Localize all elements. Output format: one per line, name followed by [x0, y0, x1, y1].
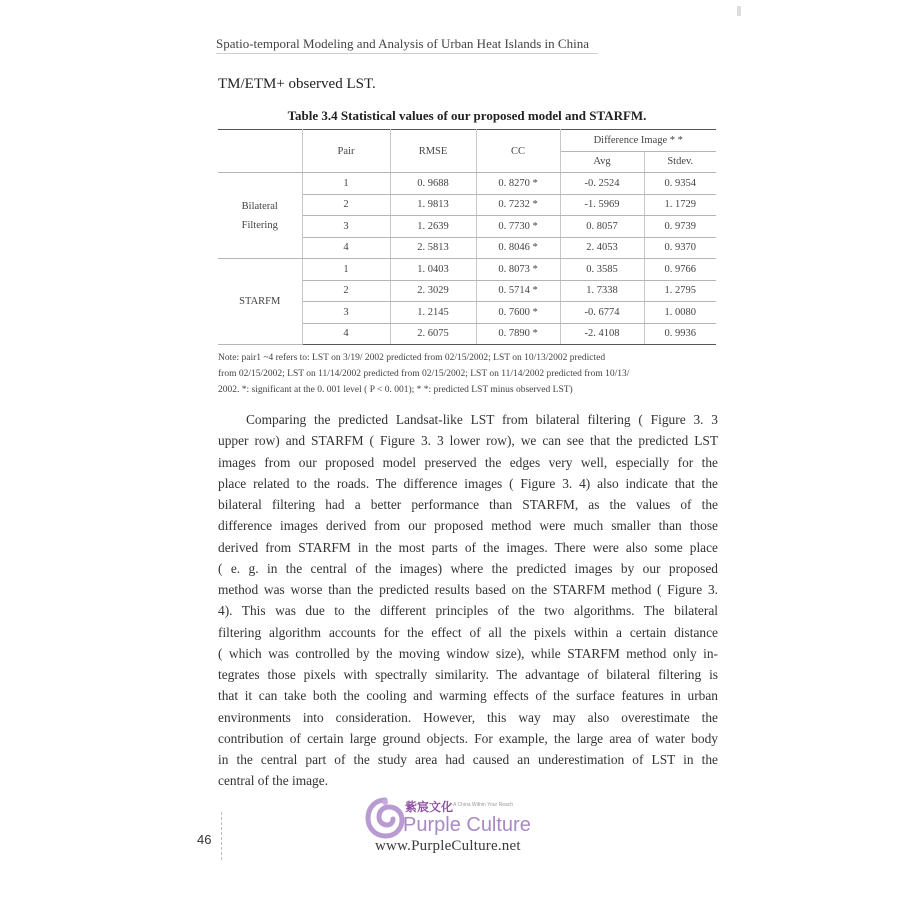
paragraph-line: derived from STARFM in the most parts of the images. There were also some place: [218, 539, 718, 555]
paragraph-line: Comparing the predicted Landsat-like LST from bilateral filtering ( Figure 3. 3: [246, 412, 718, 427]
paragraph-line: contribution of certain large ground objects. For example, the large area of water body: [218, 730, 718, 746]
table-caption: Table 3.4 Statistical values of our proposed model and STARFM.: [287, 108, 647, 123]
cell-pair: 1: [302, 259, 390, 281]
table-header-row: [218, 130, 716, 152]
table-row: [218, 173, 716, 195]
cell-pair: 4: [302, 323, 390, 345]
watermark-url: www.PurpleCulture.net: [375, 838, 521, 854]
paragraph-line: method was worse than the predicted results based on the STARFM method ( Figure 3.: [218, 582, 718, 597]
note-line: Note: pair1 ~4 refers to: LST on 3/19/ 2002 predicted from 02/15/2002; LST on 10/13/2002 predicted: [218, 353, 606, 363]
intro-text: TM/ETM+ observed LST.: [218, 76, 376, 92]
cell-stdev: 0. 9936: [644, 323, 716, 345]
group-label-starfm: [218, 259, 302, 345]
cell-pair: 4: [302, 237, 390, 259]
body-paragraph: [218, 409, 718, 792]
paragraph-line: tegrates those pixels with spectrally similarity. The advantage of bilateral filtering is: [218, 667, 718, 682]
paragraph-line: environments into consideration. However, this way may also overestimate the: [218, 709, 718, 725]
cell-avg: 1. 7338: [560, 280, 644, 302]
table-note: [218, 350, 718, 398]
group-label-line: Bilateral: [241, 200, 278, 212]
cell-cc: 0. 7232 *: [476, 194, 560, 216]
cell-cc: 0. 8073 *: [476, 259, 560, 281]
cell-rmse: 1. 9813: [390, 194, 476, 216]
cell-pair: 3: [302, 302, 390, 324]
purple-culture-logo-icon: [365, 796, 405, 840]
cell-pair: 3: [302, 216, 390, 238]
header-cc: CC: [476, 130, 560, 173]
cell-stdev: 0. 9354: [644, 173, 716, 195]
watermark-name: Purple Culture: [403, 814, 531, 836]
page-number: 46: [197, 832, 212, 847]
paragraph-line: that it can take both the cooling and warming effects of the surface features in urban: [218, 688, 718, 704]
paragraph-line: central of the image.: [218, 773, 329, 789]
paragraph-line: bilateral filtering had a better performance than STARFM, as the values of the: [218, 497, 718, 512]
cell-stdev: 1. 1729: [644, 194, 716, 216]
cell-rmse: 2. 6075: [390, 323, 476, 345]
cell-cc: 0. 7600 *: [476, 302, 560, 324]
paragraph-line: difference images derived from our proposed method were much smaller than those: [218, 518, 718, 534]
cell-avg: 2. 4053: [560, 237, 644, 259]
cell-stdev: 0. 9739: [644, 216, 716, 238]
cell-rmse: 1. 2145: [390, 302, 476, 324]
header-stdev: Stdev.: [644, 151, 716, 173]
cell-stdev: 0. 9370: [644, 237, 716, 259]
paragraph-line: ( which was controlled by the moving window size), while STARFM method only in-: [218, 645, 718, 661]
cell-cc: 0. 5714 *: [476, 280, 560, 302]
cell-rmse: 2. 5813: [390, 237, 476, 259]
note-line: from 02/15/2002; LST on 11/14/2002 predicted from 02/15/2002; LST on 11/14/2002 predicted from 10/13/: [218, 369, 630, 379]
paragraph-line: images from our proposed model preserved the edges very well, especially for the: [218, 454, 718, 470]
group-label-bilateral: [218, 173, 302, 259]
cell-rmse: 1. 2639: [390, 216, 476, 238]
header-rmse: RMSE: [390, 130, 476, 173]
paragraph-line: upper row) and STARFM ( Figure 3. 3 lower row), we can see that the predicted LST: [218, 433, 718, 449]
cell-pair: 2: [302, 194, 390, 216]
header-difference-image: Difference Image * *: [560, 130, 716, 152]
watermark-chinese: 紫宸文化: [405, 800, 454, 814]
cell-cc: 0. 7730 *: [476, 216, 560, 238]
header-rule: [216, 53, 598, 54]
cell-rmse: 0. 9688: [390, 173, 476, 195]
paragraph-line: 4). This was due to the different principles of the two algorithms. The bilateral: [218, 603, 718, 619]
note-line: 2002. *: significant at the 0. 001 level ( P < 0. 001); * *: predicted LST minus observed LST): [218, 385, 573, 395]
cell-avg: -2. 4108: [560, 323, 644, 345]
paragraph-line: in the central part of the study area had caused an underestimation of LST in the: [218, 752, 718, 767]
corner-header-cell: [218, 130, 302, 173]
header-pair: Pair: [302, 130, 390, 173]
cell-avg: -0. 6774: [560, 302, 644, 324]
header-avg: Avg: [560, 151, 644, 173]
cell-avg: -0. 2524: [560, 173, 644, 195]
paragraph-line: place related to the roads. The difference images ( Figure 3. 4) also indicate that the: [218, 475, 718, 491]
cell-pair: 1: [302, 173, 390, 195]
cell-cc: 0. 8270 *: [476, 173, 560, 195]
paragraph-line: ( e. g. in the central of the images) where the predicted images by our proposed: [218, 560, 718, 576]
table-row: [218, 259, 716, 281]
cell-cc: 0. 7890 *: [476, 323, 560, 345]
statistics-table: [218, 129, 716, 345]
watermark-tagline: A China Within Your Reach: [453, 802, 514, 808]
cell-rmse: 1. 0403: [390, 259, 476, 281]
cell-stdev: 1. 0080: [644, 302, 716, 324]
margin-rule: [221, 812, 222, 860]
paragraph-line: filtering algorithm accounts for the effect of all the pixels within a certain distance: [218, 624, 718, 640]
group-label-line: Filtering: [241, 219, 278, 231]
cell-avg: 0. 8057: [560, 216, 644, 238]
running-header: Spatio-temporal Modeling and Analysis of Urban Heat Islands in China: [216, 36, 589, 51]
corner-mark: [737, 6, 741, 16]
cell-pair: 2: [302, 280, 390, 302]
cell-avg: 0. 3585: [560, 259, 644, 281]
cell-stdev: 0. 9766: [644, 259, 716, 281]
cell-cc: 0. 8046 *: [476, 237, 560, 259]
cell-stdev: 1. 2795: [644, 280, 716, 302]
group-label-line: STARFM: [239, 296, 281, 307]
cell-avg: -1. 5969: [560, 194, 644, 216]
cell-rmse: 2. 3029: [390, 280, 476, 302]
